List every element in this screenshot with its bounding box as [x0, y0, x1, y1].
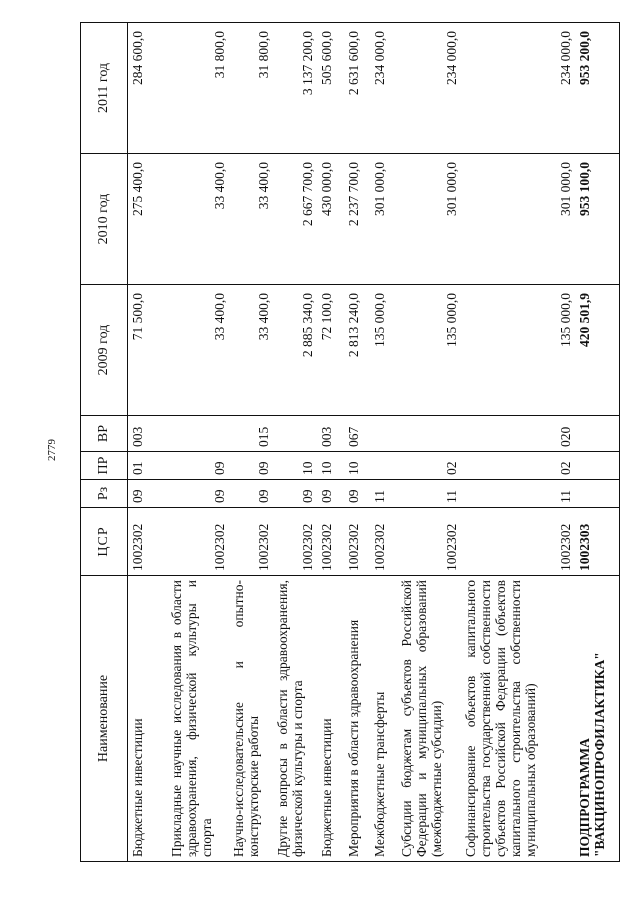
table-row-subprogram [575, 23, 619, 862]
row-pr: 01 [128, 452, 168, 480]
row-vr [273, 416, 317, 452]
row-pr: 10 [273, 452, 317, 480]
row-name: Софинансирование объектов капитального строительства государственной собственности субъектов Российской Федерации (объектов капитального строительства собственности муниципальных образований) [461, 576, 576, 862]
row-rz: 11 [461, 480, 576, 508]
row-rz: 09 [344, 480, 370, 508]
row-2010: 301 000,0 [397, 154, 461, 285]
row-2009: 135 000,0 [461, 285, 576, 416]
row-name: Бюджетные инвестиции [317, 576, 343, 862]
table-row [128, 23, 168, 862]
header-csr: ЦСР [81, 508, 128, 576]
row-csr: 1002302 [167, 508, 229, 576]
row-2011: 234 000,0 [461, 23, 576, 154]
row-2009: 420 501,9 [575, 285, 619, 416]
header-pr: ПР [81, 452, 128, 480]
row-name: Научно-исследовательские и опытно-конструкторские работы [229, 576, 273, 862]
row-rz: 09 [167, 480, 229, 508]
row-2009: 33 400,0 [229, 285, 273, 416]
row-2011: 953 200,0 [575, 23, 619, 154]
row-vr [167, 416, 229, 452]
row-2011: 505 600,0 [317, 23, 343, 154]
row-vr: 003 [317, 416, 343, 452]
row-rz: 09 [317, 480, 343, 508]
row-vr: 015 [229, 416, 273, 452]
row-2010: 430 000,0 [317, 154, 343, 285]
header-name: Наименование [81, 576, 128, 862]
row-name: Бюджетные инвестиции [128, 576, 168, 862]
row-2011: 31 800,0 [229, 23, 273, 154]
row-pr: 09 [167, 452, 229, 480]
header-row [81, 23, 128, 862]
row-vr [370, 416, 396, 452]
table-row [229, 23, 273, 862]
row-csr: 1002302 [273, 508, 317, 576]
row-rz: 11 [370, 480, 396, 508]
header-2011: 2011 год [81, 23, 128, 154]
row-vr: 003 [128, 416, 168, 452]
row-csr: 1002302 [229, 508, 273, 576]
row-rz: 11 [397, 480, 461, 508]
header-2009: 2009 год [81, 285, 128, 416]
row-name: Прикладные научные исследования в области здравоохранения, физической культуры и спорта [167, 576, 229, 862]
row-csr: 1002302 [128, 508, 168, 576]
row-name: Межбюджетные трансферты [370, 576, 396, 862]
row-2011: 31 800,0 [167, 23, 229, 154]
row-name: ПОДПРОГРАММА "ВАКЦИНОПРОФИЛАКТИКА" [575, 576, 619, 862]
table-row [370, 23, 396, 862]
page-number: 2779 [46, 439, 58, 461]
row-2010: 33 400,0 [229, 154, 273, 285]
row-pr [575, 452, 619, 480]
row-name: Мероприятия в области здравоохранения [344, 576, 370, 862]
header-vr: ВР [81, 416, 128, 452]
row-vr [397, 416, 461, 452]
budget-table-rotated [80, 22, 620, 862]
row-2011: 2 631 600,0 [344, 23, 370, 154]
row-pr [370, 452, 396, 480]
table-row [461, 23, 576, 862]
row-2009: 135 000,0 [370, 285, 396, 416]
row-pr: 09 [229, 452, 273, 480]
row-name: Другие вопросы в области здравоохранения, физической культуры и спорта [273, 576, 317, 862]
row-csr: 1002302 [397, 508, 461, 576]
header-rz: Рз [81, 480, 128, 508]
table-row [344, 23, 370, 862]
table-row [317, 23, 343, 862]
row-2009: 72 100,0 [317, 285, 343, 416]
table-row [397, 23, 461, 862]
row-rz: 09 [128, 480, 168, 508]
row-2009: 33 400,0 [167, 285, 229, 416]
row-rz: 09 [229, 480, 273, 508]
row-2009: 2 885 340,0 [273, 285, 317, 416]
row-2010: 301 000,0 [461, 154, 576, 285]
row-2011: 234 000,0 [397, 23, 461, 154]
row-2010: 275 400,0 [128, 154, 168, 285]
row-2011: 234 000,0 [370, 23, 396, 154]
row-2009: 2 813 240,0 [344, 285, 370, 416]
budget-table [80, 22, 620, 862]
row-2010: 2 237 700,0 [344, 154, 370, 285]
row-csr: 1002302 [461, 508, 576, 576]
row-2009: 71 500,0 [128, 285, 168, 416]
row-pr: 10 [344, 452, 370, 480]
row-csr: 1002302 [344, 508, 370, 576]
row-2009: 135 000,0 [397, 285, 461, 416]
row-pr: 02 [397, 452, 461, 480]
row-pr: 02 [461, 452, 576, 480]
table-row [273, 23, 317, 862]
header-2010: 2010 год [81, 154, 128, 285]
table-row [167, 23, 229, 862]
row-vr: 020 [461, 416, 576, 452]
row-2011: 3 137 200,0 [273, 23, 317, 154]
row-vr: 067 [344, 416, 370, 452]
row-rz [575, 480, 619, 508]
row-2010: 953 100,0 [575, 154, 619, 285]
row-csr: 1002303 [575, 508, 619, 576]
row-csr: 1002302 [370, 508, 396, 576]
row-2010: 33 400,0 [167, 154, 229, 285]
row-vr [575, 416, 619, 452]
row-2010: 301 000,0 [370, 154, 396, 285]
row-2010: 2 667 700,0 [273, 154, 317, 285]
row-rz: 09 [273, 480, 317, 508]
row-csr: 1002302 [317, 508, 343, 576]
row-name: Субсидии бюджетам субъектов Российской Федерации и муниципальных образований (межбюджетные субсидии) [397, 576, 461, 862]
row-2011: 284 600,0 [128, 23, 168, 154]
row-pr: 10 [317, 452, 343, 480]
